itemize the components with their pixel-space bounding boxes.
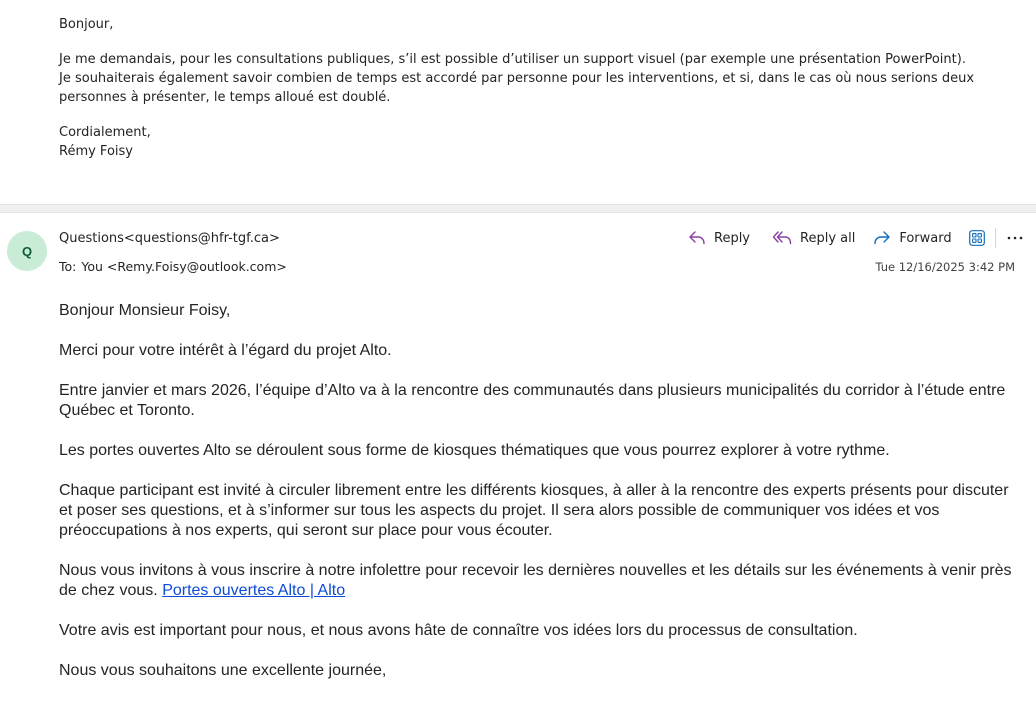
reply-all-arrow-icon	[772, 230, 792, 246]
message-separator	[0, 204, 1036, 213]
previous-body-line-1: Je me demandais, pour les consultations publiques, s’il est possible d’utiliser un support visuel (par exemple une présentation PowerPoint).	[59, 52, 966, 67]
body-paragraph-1: Merci pour votre intérêt à l’égard du projet Alto.	[59, 342, 392, 359]
to-recipient[interactable]: You <Remy.Foisy@outlook.com>	[81, 259, 287, 274]
reply-button[interactable]	[688, 230, 750, 246]
portes-ouvertes-link[interactable]: Portes ouvertes Alto | Alto	[162, 582, 346, 599]
sender[interactable]: Questions<questions@hfr-tgf.ca>	[59, 231, 280, 246]
apps-grid-icon	[969, 230, 985, 246]
actions-divider	[995, 228, 996, 248]
reply-label: Reply	[714, 230, 751, 246]
previous-message	[0, 0, 1036, 204]
body-closing: Nous vous souhaitons une excellente journée,	[59, 662, 387, 679]
reply-all-button[interactable]	[772, 230, 855, 246]
more-actions-button[interactable]	[1004, 227, 1026, 249]
apps-button[interactable]	[966, 227, 988, 249]
body-paragraph-2: Entre janvier et mars 2026, l’équipe d’Alto va à la rencontre des communautés dans plusieurs municipalités du corridor à l’étude entre Québec et Toronto.	[59, 382, 1006, 419]
recipients	[59, 259, 287, 274]
body-paragraph-5-text: Nous vous invitons à vous inscrire à notre infolettre pour recevoir les dernières nouvelles et les détails sur les événements à venir près de chez vous.	[59, 562, 1012, 599]
body-paragraph-3: Les portes ouvertes Alto se déroulent sous forme de kiosques thématiques que vous pourrez explorer à votre rythme.	[59, 442, 890, 459]
message-date: Tue 12/16/2025 3:42 PM	[875, 260, 1015, 274]
body-paragraph-6: Votre avis est important pour nous, et nous avons hâte de connaître vos idées lors du processus de consultation.	[59, 622, 858, 639]
previous-closing: Cordialement,	[59, 125, 151, 140]
more-horizontal-icon	[1007, 236, 1023, 240]
message-body	[59, 301, 1019, 701]
forward-button[interactable]	[873, 230, 951, 246]
previous-greeting: Bonjour,	[59, 17, 114, 32]
body-greeting: Bonjour Monsieur Foisy,	[59, 302, 231, 319]
to-label: To:	[59, 259, 77, 274]
avatar[interactable]: Q	[7, 231, 47, 271]
previous-signature: Rémy Foisy	[59, 144, 133, 159]
message-actions	[688, 226, 1026, 250]
forward-label: Forward	[899, 230, 952, 246]
previous-body-line-3: personnes à présenter, le temps alloué est doublé.	[59, 90, 391, 105]
forward-arrow-icon	[873, 230, 891, 246]
reply-all-label: Reply all	[800, 230, 856, 246]
body-paragraph-5	[59, 561, 1019, 601]
body-paragraph-4: Chaque participant est invité à circuler librement entre les différents kiosques, à aller à la rencontre des experts présents pour discuter et poser ses questions, et à s’informer sur tous les aspects du projet. Il sera alors possible de communiquer vos idées et vos préoccupations à nos experts, qui seront sur place pour vous écouter.	[59, 482, 1009, 539]
reply-arrow-icon	[688, 230, 706, 246]
previous-body-line-2: Je souhaiterais également savoir combien de temps est accordé par personne pour les interventions, et si, dans le cas où nous serions deux	[59, 71, 975, 86]
